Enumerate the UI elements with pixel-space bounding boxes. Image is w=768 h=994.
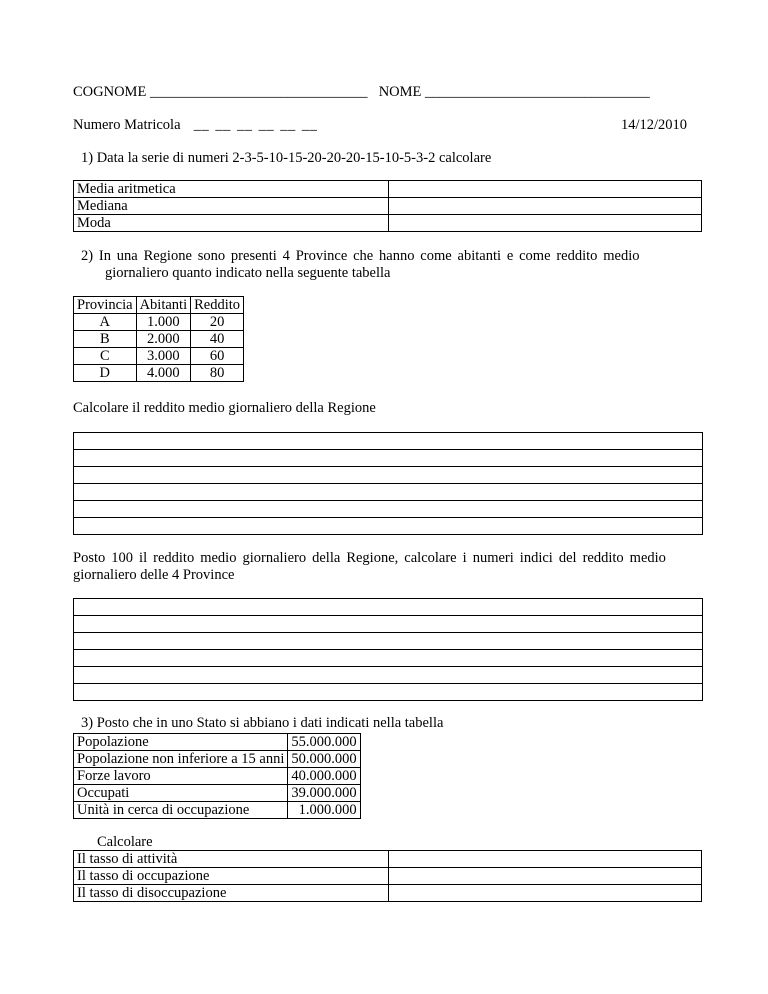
q3-calc-label: Calcolare (97, 834, 153, 850)
q1-row-label: Mediana (74, 198, 389, 215)
q3-row-value: 50.000.000 (288, 751, 360, 768)
table-row (74, 314, 244, 331)
nome-label: NOME (378, 84, 422, 100)
table-row (74, 365, 244, 382)
q2-answer-lines-2[interactable] (73, 598, 703, 701)
table-row (74, 198, 702, 215)
matricola-field[interactable]: __ __ __ __ __ __ (193, 117, 318, 133)
q1-answer-cell[interactable] (389, 215, 702, 232)
table-row (74, 215, 702, 232)
column-header: Abitanti (136, 297, 191, 314)
province-cell: D (74, 365, 137, 382)
table-row (74, 181, 702, 198)
q3-calc-answer-cell[interactable] (389, 851, 702, 868)
q3-calc-table (73, 850, 702, 902)
q1-answer-cell[interactable] (389, 198, 702, 215)
reddito-cell: 80 (191, 365, 244, 382)
column-header: Provincia (74, 297, 137, 314)
q2-text-line2: giornaliero quanto indicato nella seguente tabella (105, 265, 391, 281)
abitanti-cell: 1.000 (136, 314, 191, 331)
table-row (74, 768, 361, 785)
q1-row-label: Moda (74, 215, 389, 232)
q3-calc-answer-cell[interactable] (389, 885, 702, 902)
q3-row-label: Popolazione non inferiore a 15 anni (74, 751, 288, 768)
table-row (74, 885, 702, 902)
q2-ask2-line2: giornaliero delle 4 Province (73, 567, 235, 583)
province-cell: A (74, 314, 137, 331)
q1-text: 1) Data la serie di numeri 2-3-5-10-15-20-20-20-15-10-5-3-2 calcolare (81, 150, 492, 166)
cognome-field[interactable]: ______________________________ (149, 84, 368, 100)
province-cell: B (74, 331, 137, 348)
q3-text: 3) Posto che in uno Stato si abbiano i dati indicati nella tabella (81, 715, 444, 731)
table-row (74, 802, 361, 819)
reddito-cell: 40 (191, 331, 244, 348)
q2-ask2-line1: Posto 100 il reddito medio giornaliero della Regione, calcolare i numeri indici del reddito medio (73, 550, 666, 566)
q2-ask1: Calcolare il reddito medio giornaliero della Regione (73, 400, 376, 416)
q3-row-value: 1.000.000 (288, 802, 360, 819)
nome-field[interactable]: _______________________________ (425, 84, 650, 100)
reddito-cell: 20 (191, 314, 244, 331)
q1-table (73, 180, 702, 232)
table-row (74, 331, 244, 348)
q3-row-label: Popolazione (74, 734, 288, 751)
q3-row-value: 40.000.000 (288, 768, 360, 785)
table-row (74, 751, 361, 768)
q3-data-table (73, 733, 361, 819)
q3-calc-label-cell: Il tasso di attività (74, 851, 389, 868)
q2-text-line1: 2) In una Regione sono presenti 4 Province che hanno come abitanti e come reddito medio (81, 248, 640, 264)
q2-answer-lines-1[interactable] (73, 432, 703, 535)
q3-calc-answer-cell[interactable] (389, 868, 702, 885)
table-row (74, 851, 702, 868)
matricola-label: Numero Matricola (73, 117, 181, 133)
q3-row-label: Forze lavoro (74, 768, 288, 785)
q3-calc-label-cell: Il tasso di disoccupazione (74, 885, 389, 902)
province-cell: C (74, 348, 137, 365)
reddito-cell: 60 (191, 348, 244, 365)
q1-answer-cell[interactable] (389, 181, 702, 198)
abitanti-cell: 2.000 (136, 331, 191, 348)
q3-row-value: 39.000.000 (288, 785, 360, 802)
q2-province-table (73, 296, 244, 382)
q1-row-label: Media aritmetica (74, 181, 389, 198)
matricola-line (73, 117, 317, 134)
cognome-label: COGNOME (73, 84, 147, 100)
q3-row-value: 55.000.000 (288, 734, 360, 751)
column-header: Reddito (191, 297, 244, 314)
table-row (74, 734, 361, 751)
cognome-line (73, 84, 650, 101)
q3-row-label: Unità in cerca di occupazione (74, 802, 288, 819)
table-row (74, 297, 244, 314)
abitanti-cell: 3.000 (136, 348, 191, 365)
table-row (74, 785, 361, 802)
exam-date: 14/12/2010 (621, 117, 688, 133)
q3-row-label: Occupati (74, 785, 288, 802)
table-row (74, 868, 702, 885)
abitanti-cell: 4.000 (136, 365, 191, 382)
q3-calc-label-cell: Il tasso di occupazione (74, 868, 389, 885)
table-row (74, 348, 244, 365)
